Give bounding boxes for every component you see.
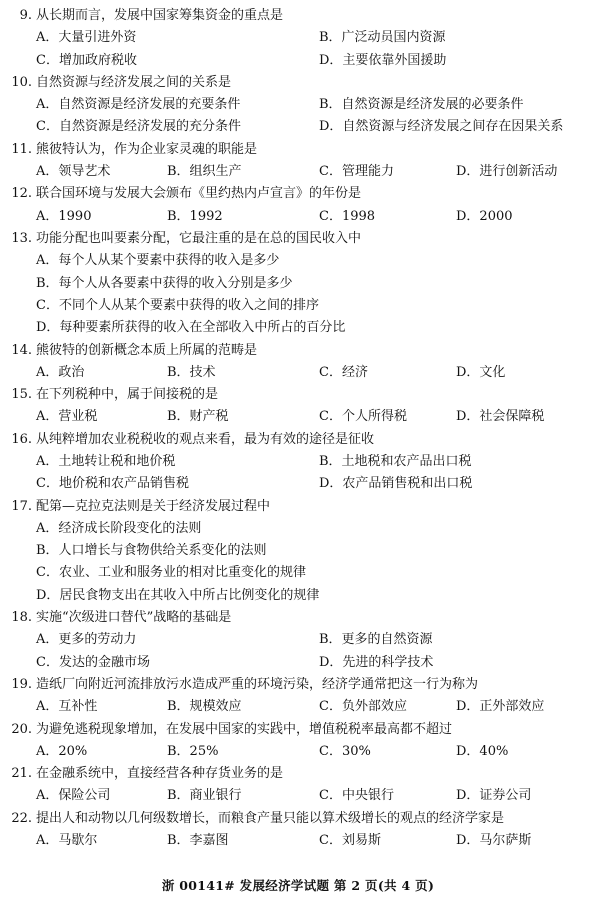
answer-option: A．1990: [36, 208, 92, 224]
answer-option: D．正外部效应: [456, 699, 545, 715]
answer-option: C．经济: [319, 364, 368, 380]
question-item: [0, 763, 596, 808]
option-row: [0, 629, 596, 651]
question-text: 实施“次级进口替代”战略的基础是: [36, 610, 232, 626]
option-row: [0, 451, 596, 473]
question-number: 17.: [11, 498, 32, 514]
question-item: [0, 72, 596, 139]
answer-option: A．土地转让税和地价税: [36, 453, 176, 469]
question-stem: [0, 719, 596, 741]
option-row: [0, 518, 596, 540]
question-stem: [0, 429, 596, 451]
page-footer: 浙 00141# 发展经济学试题 第 2 页(共 4 页): [161, 878, 435, 893]
answer-option: B．1992: [167, 208, 223, 224]
answer-option: B．财产税: [167, 409, 229, 425]
answer-option: A．自然资源是经济发展的充要条件: [36, 97, 241, 113]
answer-option: A．互补性: [36, 699, 98, 715]
question-number: 10.: [11, 74, 32, 90]
option-row: [0, 250, 596, 272]
question-number: 19.: [11, 677, 32, 692]
answer-option: A．更多的劳动力: [36, 632, 137, 648]
question-number: 14.: [11, 342, 32, 358]
answer-option: D．居民食物支出在其收入中所占比例变化的规律: [36, 587, 320, 603]
answer-option: A．每个人从某个要素中获得的收入是多少: [36, 253, 280, 269]
question-text: 从纯粹增加农业税税收的观点来看，最为有效的途径是征收: [36, 431, 375, 447]
answer-option: B．人口增长与食物供给关系变化的法则: [36, 543, 267, 559]
answer-option: A．政治: [36, 364, 85, 380]
option-row: [0, 830, 596, 852]
option-row: [0, 27, 596, 49]
question-item: [0, 674, 596, 719]
question-number: 20.: [11, 721, 32, 737]
question-item: [0, 228, 596, 339]
answer-option: C．刘易斯: [319, 833, 381, 849]
answer-option: C．30%: [319, 743, 371, 759]
answer-option: A．营业税: [36, 409, 98, 425]
option-row: [0, 362, 596, 384]
option-row: [0, 785, 596, 807]
question-item: [0, 719, 596, 764]
answer-option: D．每种要素所获得的收入在全部收入中所占的百分比: [36, 320, 346, 336]
answer-option: B．技术: [167, 364, 216, 380]
answer-option: C．负外部效应: [319, 699, 407, 715]
question-text: 在下列税种中，属于间接税的是: [36, 387, 219, 403]
question-stem: [0, 183, 596, 205]
question-stem: [0, 763, 596, 785]
question-stem: [0, 808, 596, 830]
option-row: [0, 206, 596, 228]
option-row: [0, 585, 596, 607]
option-row: [0, 50, 596, 72]
answer-option: B．规模效应: [167, 699, 242, 715]
option-row: [0, 540, 596, 562]
question-item: [0, 183, 596, 228]
question-item: [0, 139, 596, 184]
question-stem: [0, 228, 596, 250]
answer-option: C．发达的金融市场: [36, 654, 150, 670]
answer-option: C．不同个人从某个要素中获得的收入之间的排序: [36, 297, 319, 313]
answer-option: D．自然资源与经济发展之间存在因果关系: [319, 119, 564, 135]
answer-option: D．进行创新活动: [456, 164, 558, 180]
option-row: [0, 295, 596, 317]
question-number: 18.: [11, 610, 32, 626]
answer-option: A．领导艺术: [36, 164, 111, 180]
question-number: 16.: [11, 431, 32, 447]
question-stem: [0, 72, 596, 94]
option-row: [0, 406, 596, 428]
answer-option: B．25%: [167, 743, 219, 759]
option-row: [0, 94, 596, 116]
answer-option: C．自然资源是经济发展的充分条件: [36, 119, 241, 135]
answer-option: C．管理能力: [319, 164, 394, 180]
answer-option: B．土地税和农产品出口税: [319, 453, 472, 469]
answer-option: D．文化: [456, 364, 506, 380]
question-stem: [0, 384, 596, 406]
option-row: [0, 696, 596, 718]
answer-option: C．1998: [319, 208, 376, 224]
question-item: [0, 607, 596, 674]
answer-option: B．组织生产: [167, 164, 242, 180]
answer-option: B．广泛动员国内资源: [319, 30, 446, 46]
answer-option: C．中央银行: [319, 788, 394, 804]
answer-option: D．农产品销售税和出口税: [319, 476, 473, 492]
answer-option: A．保险公司: [36, 788, 111, 804]
question-text: 提出人和动物以几何级数增长，而粮食产量只能以算术级增长的观点的经济学家是: [36, 810, 505, 826]
answer-option: D．40%: [456, 743, 509, 759]
option-row: [0, 473, 596, 495]
answer-option: C．增加政府税收: [36, 52, 137, 68]
answer-option: B．更多的自然资源: [319, 632, 433, 648]
option-row: [0, 161, 596, 183]
option-row: [0, 741, 596, 763]
question-number: 9.: [19, 8, 32, 23]
question-item: [0, 429, 596, 496]
question-stem: [0, 607, 596, 629]
option-row: [0, 273, 596, 295]
answer-option: A．大量引进外资: [36, 30, 137, 46]
question-number: 15.: [11, 387, 32, 403]
question-number: 12.: [11, 186, 32, 202]
question-text: 自然资源与经济发展之间的关系是: [36, 74, 232, 90]
question-item: [0, 808, 596, 853]
question-number: 13.: [11, 231, 32, 246]
option-row: [0, 317, 596, 339]
question-number: 22.: [11, 810, 32, 826]
question-item: [0, 340, 596, 385]
question-item: [0, 496, 596, 607]
question-stem: [0, 674, 596, 696]
answer-option: D．证券公司: [456, 788, 532, 804]
question-number: 11.: [11, 141, 32, 157]
answer-option: D．2000: [456, 208, 513, 224]
question-text: 功能分配也叫要素分配，它最注重的是在总的国民收入中: [36, 231, 362, 246]
answer-option: B．李嘉图: [167, 833, 229, 849]
option-row: [0, 652, 596, 674]
option-row: [0, 116, 596, 138]
answer-option: A．20%: [36, 743, 88, 759]
question-text: 联合国环境与发展大会颁布《里约热内卢宣言》的年份是: [36, 186, 362, 202]
answer-option: A．经济成长阶段变化的法则: [36, 520, 202, 536]
answer-option: C．农业、工业和服务业的相对比重变化的规律: [36, 565, 306, 581]
question-text: 从长期而言，发展中国家筹集资金的重点是: [36, 8, 284, 23]
question-text: 配第—克拉克法则是关于经济发展过程中: [36, 498, 271, 514]
question-number: 21.: [11, 766, 32, 782]
question-item: [0, 384, 596, 429]
answer-option: A．马歇尔: [36, 833, 98, 849]
question-item: [0, 5, 596, 72]
question-text: 熊彼特认为，作为企业家灵魂的职能是: [36, 141, 258, 157]
question-stem: [0, 496, 596, 518]
question-stem: [0, 5, 596, 27]
question-text: 在金融系统中，直接经营各种存货业务的是: [36, 766, 284, 782]
answer-option: C．地价税和农产品销售税: [36, 476, 189, 492]
answer-option: D．社会保障税: [456, 409, 545, 425]
question-stem: [0, 139, 596, 161]
answer-option: B．商业银行: [167, 788, 242, 804]
answer-option: B．每个人从各要素中获得的收入分别是多少: [36, 275, 293, 291]
question-stem: [0, 340, 596, 362]
question-text: 熊彼特的创新概念本质上所属的范畴是: [36, 342, 258, 358]
answer-option: C．个人所得税: [319, 409, 407, 425]
answer-option: D．先进的科学技术: [319, 654, 434, 670]
answer-option: D．主要依靠外国援助: [319, 52, 447, 68]
question-text: 造纸厂向附近河流排放污水造成严重的环境污染，经济学通常把这一行为称为: [36, 677, 479, 692]
answer-option: D．马尔萨斯: [456, 833, 532, 849]
answer-option: B．自然资源是经济发展的必要条件: [319, 97, 524, 113]
option-row: [0, 562, 596, 584]
question-text: 为避免逃税现象增加，在发展中国家的实践中，增值税税率最高都不超过: [36, 721, 453, 737]
